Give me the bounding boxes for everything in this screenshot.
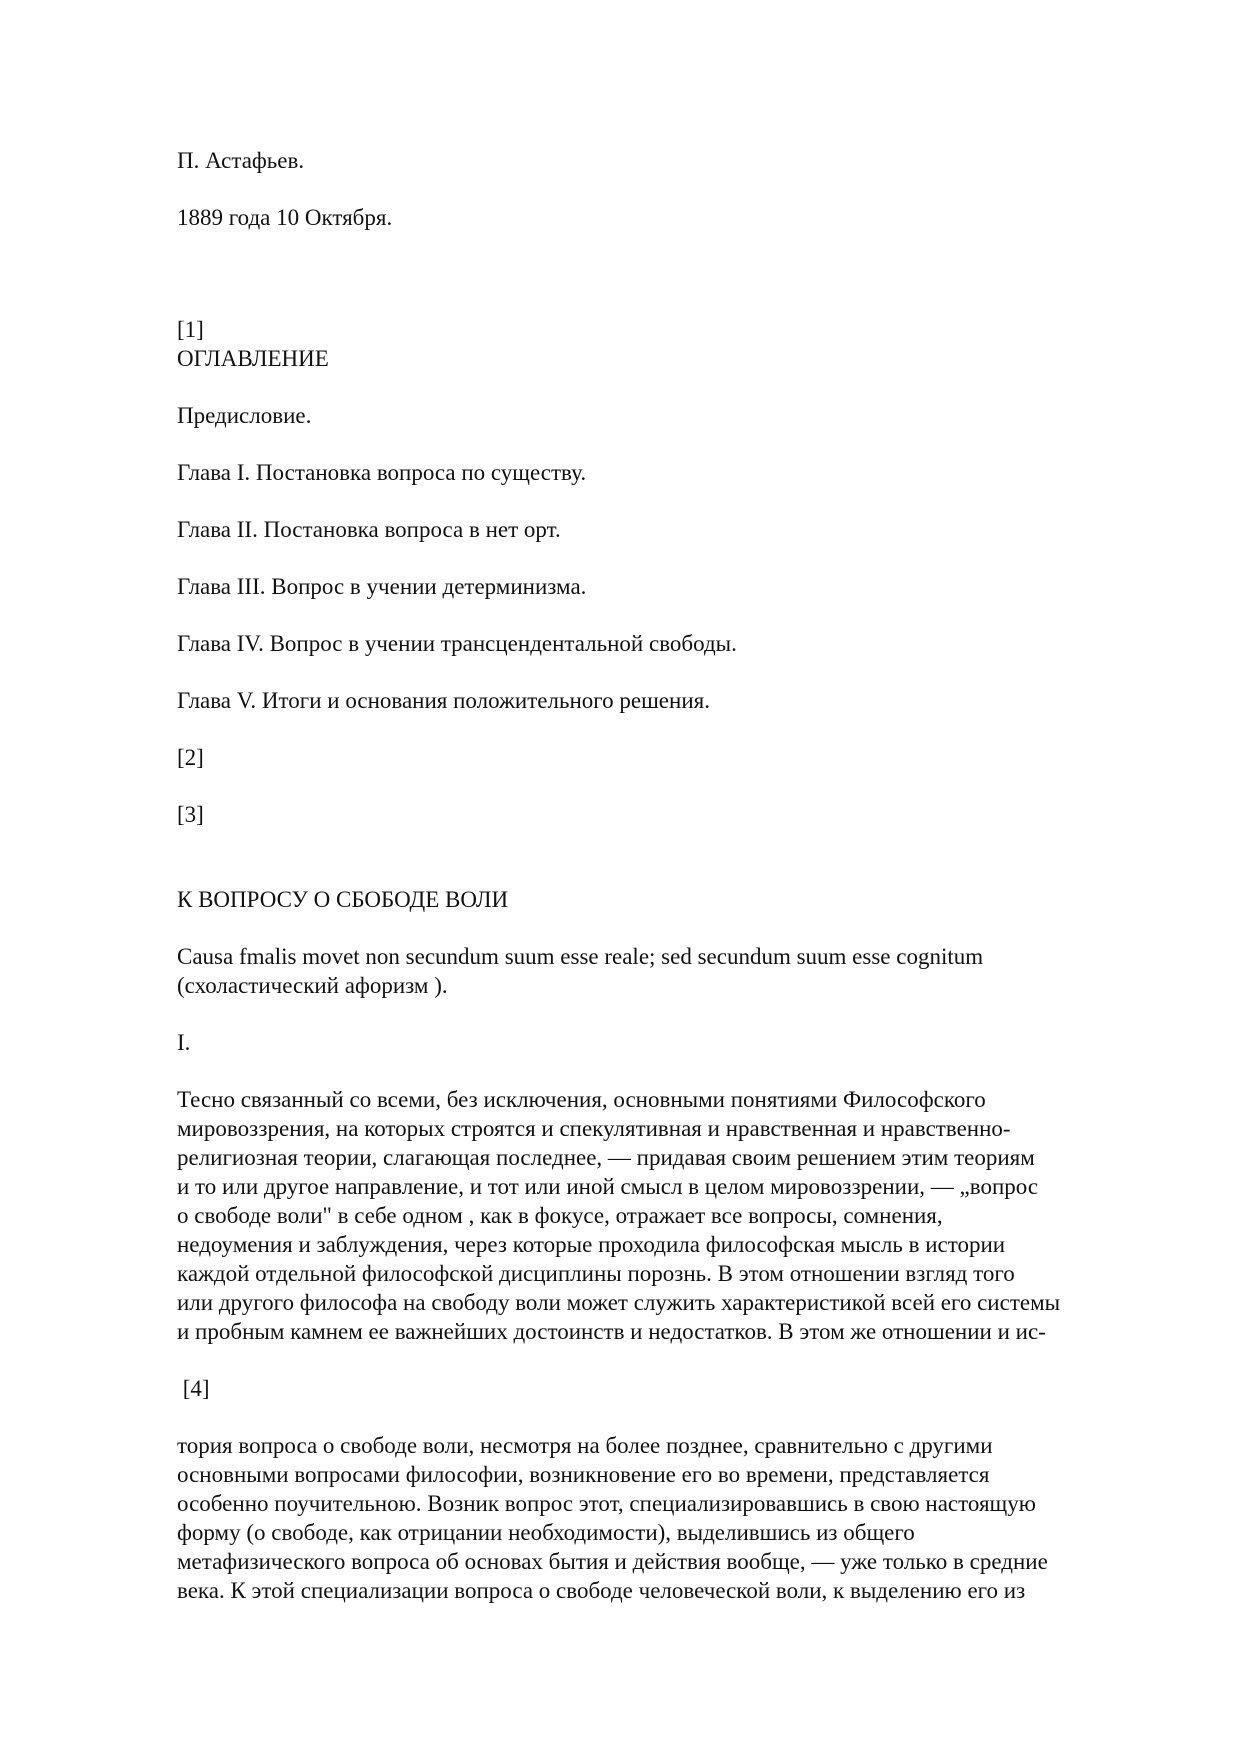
text-line: века. К этой специализации вопроса о свободе человеческой воли, к выделению его из <box>177 1578 1026 1603</box>
toc-item: Глава V. Итоги и основания положительного решения. <box>177 688 710 713</box>
paragraph-2 <box>177 1431 1177 1605</box>
text-line: форму (о свободе, как отрицании необходимости), выделившись из общего <box>177 1520 915 1545</box>
page-marker-4: [4] <box>177 1376 210 1401</box>
date-line: 1889 года 10 Октября. <box>177 205 393 230</box>
text-line: особенно поучительною. Возник вопрос этот, специализировавшись в свою настоящую <box>177 1491 1036 1516</box>
toc-item: Предисловие. <box>177 403 312 428</box>
toc-title: ОГЛАВЛЕНИЕ <box>177 346 329 371</box>
text-line: Тесно связанный со всеми, без исключения, основными понятиями Философского <box>177 1087 986 1112</box>
author-signature: П. Астафьев. <box>177 148 305 173</box>
text-line: мировоззрения, на которых строятся и спекулятивная и нравственная и нравственно- <box>177 1116 1011 1141</box>
epigraph <box>177 942 1177 1000</box>
toc-item: Глава IV. Вопрос в учении трансцендентальной свободы. <box>177 631 737 656</box>
text-line: религиозная теории, слагающая последнее, — придавая своим решением этим теориям <box>177 1145 1035 1170</box>
text-line: основными вопросами философии, возникновение его во времени, представляется <box>177 1462 990 1487</box>
text-line: каждой отдельной философской дисциплины порознь. В этом отношении взгляд того <box>177 1261 1015 1286</box>
section-number: I. <box>177 1030 191 1055</box>
document-page <box>177 146 1177 1605</box>
text-line: и пробным камнем ее важнейших достоинств и недостатков. В этом же отношении и ис- <box>177 1319 1046 1344</box>
toc-item: Глава II. Постановка вопроса в нет орт. <box>177 517 561 542</box>
epigraph-source: (схоластический афоризм ). <box>177 973 448 998</box>
text-line: метафизического вопроса об основах бытия и действия вообще, — уже только в средние <box>177 1549 1048 1574</box>
text-line: и то или другое направление, и тот или иной смысл в целом мировоззрении, — „вопрос <box>177 1174 1039 1199</box>
text-line: недоумения и заблуждения, через которые проходила философская мысль в истории <box>177 1232 1006 1257</box>
page-marker-3: [3] <box>177 802 204 827</box>
toc-item: Глава I. Постановка вопроса по существу. <box>177 460 587 485</box>
article-title: К ВОПРОСУ О СБОБОДЕ ВОЛИ <box>177 887 509 912</box>
text-line: тория вопроса о свободе воли, несмотря на более позднее, сравнительно с другими <box>177 1433 993 1458</box>
epigraph-line: Causa fmalis movet non secundum suum esse reale; sed secundum suum esse cognitum <box>177 944 984 969</box>
toc-item: Глава III. Вопрос в учении детерминизма. <box>177 574 587 599</box>
page-marker-2: [2] <box>177 745 204 770</box>
paragraph-1 <box>177 1085 1177 1346</box>
text-line: о свободе воли" в себе одном , как в фокусе, отражает все вопросы, сомнения, <box>177 1203 943 1228</box>
text-line: или другого философа на свободу воли может служить характеристикой всей его системы <box>177 1290 1061 1315</box>
page-marker-1: [1] <box>177 317 204 342</box>
